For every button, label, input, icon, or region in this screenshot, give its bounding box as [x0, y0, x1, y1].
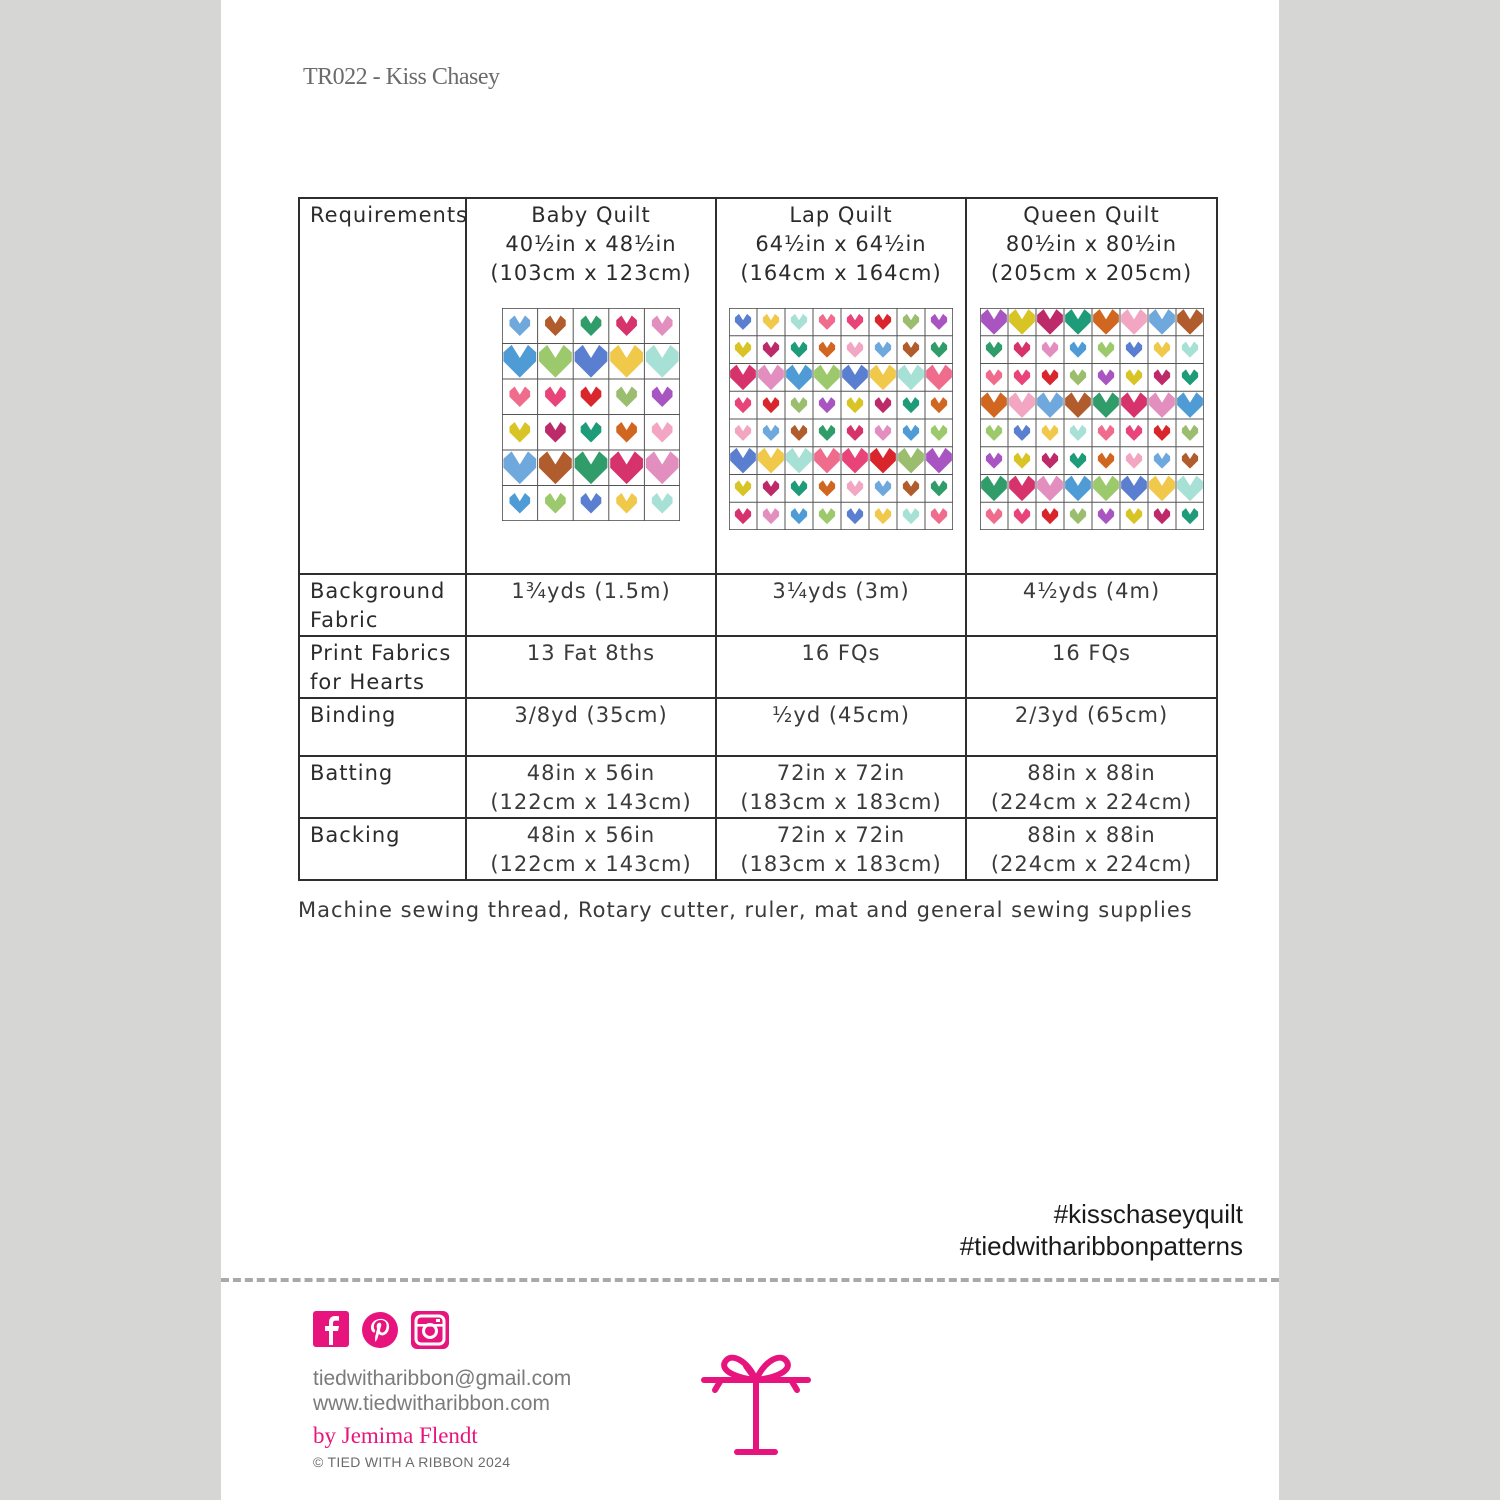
- pinterest-icon[interactable]: [361, 1311, 399, 1349]
- table-row: [299, 574, 1217, 636]
- row-label: Binding: [299, 698, 466, 756]
- baby-quilt-header: [466, 198, 716, 574]
- table-cell: 48in x 56in (122cm x 143cm): [466, 818, 716, 880]
- queen-quilt-header: [966, 198, 1217, 574]
- requirements-header: Requirements: [299, 198, 466, 574]
- page-title: TR022 - Kiss Chasey: [303, 64, 500, 90]
- table-cell: 72in x 72in (183cm x 183cm): [716, 756, 966, 818]
- gift-ribbon-logo: [701, 1340, 811, 1460]
- hashtags: [960, 1198, 1243, 1262]
- table-row: [299, 636, 1217, 698]
- table-cell: 88in x 88in (224cm x 224cm): [966, 756, 1217, 818]
- row-label: Batting: [299, 756, 466, 818]
- footer-divider: [221, 1278, 1279, 1282]
- email-link[interactable]: tiedwitharibbon@gmail.com: [313, 1367, 572, 1390]
- table-cell: 4½yds (4m): [966, 574, 1217, 636]
- table-cell: 16 FQs: [966, 636, 1217, 698]
- website-link[interactable]: www.tiedwitharibbon.com: [313, 1392, 550, 1415]
- hashtag-patterns[interactable]: #tiedwitharibbonpatterns: [959, 1231, 1243, 1261]
- table-cell: 3/8yd (35cm): [466, 698, 716, 756]
- table-cell: 16 FQs: [716, 636, 966, 698]
- table-row: [299, 818, 1217, 880]
- table-cell: 13 Fat 8ths: [466, 636, 716, 698]
- table-cell: 48in x 56in (122cm x 143cm): [466, 756, 716, 818]
- lap-quilt-illustration: [729, 308, 953, 530]
- copyright-notice: © TIED WITH A RIBBON 2024: [313, 1454, 511, 1470]
- table-cell: 1¾yds (1.5m): [466, 574, 716, 636]
- supplies-note: Machine sewing thread, Rotary cutter, ruler, mat and general sewing supplies: [298, 898, 1193, 922]
- quilt-size-cm: (205cm x 205cm): [990, 261, 1193, 285]
- table-row: [299, 698, 1217, 756]
- pattern-page: [221, 0, 1279, 1500]
- row-label: Print Fabrics for Hearts: [299, 636, 466, 698]
- quilt-size-cm: (164cm x 164cm): [740, 261, 942, 285]
- table-cell: 88in x 88in (224cm x 224cm): [966, 818, 1217, 880]
- author-byline: by Jemima Flendt: [313, 1423, 478, 1448]
- row-label: Backing: [299, 818, 466, 880]
- baby-quilt-illustration: [502, 308, 680, 521]
- quilt-name: Baby Quilt: [531, 203, 651, 227]
- table-cell: 2/3yd (65cm): [966, 698, 1217, 756]
- quilt-size-in: 80½in x 80½in: [1005, 232, 1178, 256]
- hashtag-quilt[interactable]: #kisschaseyquilt: [1053, 1199, 1243, 1229]
- quilt-size-in: 40½in x 48½in: [505, 232, 677, 256]
- queen-quilt-illustration: [980, 308, 1204, 530]
- social-links: [313, 1311, 449, 1349]
- quilt-size-cm: (103cm x 123cm): [490, 261, 692, 285]
- row-label: Background Fabric: [299, 574, 466, 636]
- facebook-icon[interactable]: [313, 1311, 349, 1347]
- quilt-name: Queen Quilt: [1023, 203, 1160, 227]
- instagram-icon[interactable]: [411, 1311, 449, 1349]
- quilt-size-in: 64½in x 64½in: [755, 232, 927, 256]
- table-cell: ½yd (45cm): [716, 698, 966, 756]
- quilt-name: Lap Quilt: [789, 203, 893, 227]
- table-header-row: [299, 198, 1217, 574]
- table-cell: 3¼yds (3m): [716, 574, 966, 636]
- table-cell: 72in x 72in (183cm x 183cm): [716, 818, 966, 880]
- table-row: [299, 756, 1217, 818]
- contact-info: [313, 1366, 571, 1416]
- lap-quilt-header: [716, 198, 966, 574]
- requirements-table: [298, 197, 1218, 881]
